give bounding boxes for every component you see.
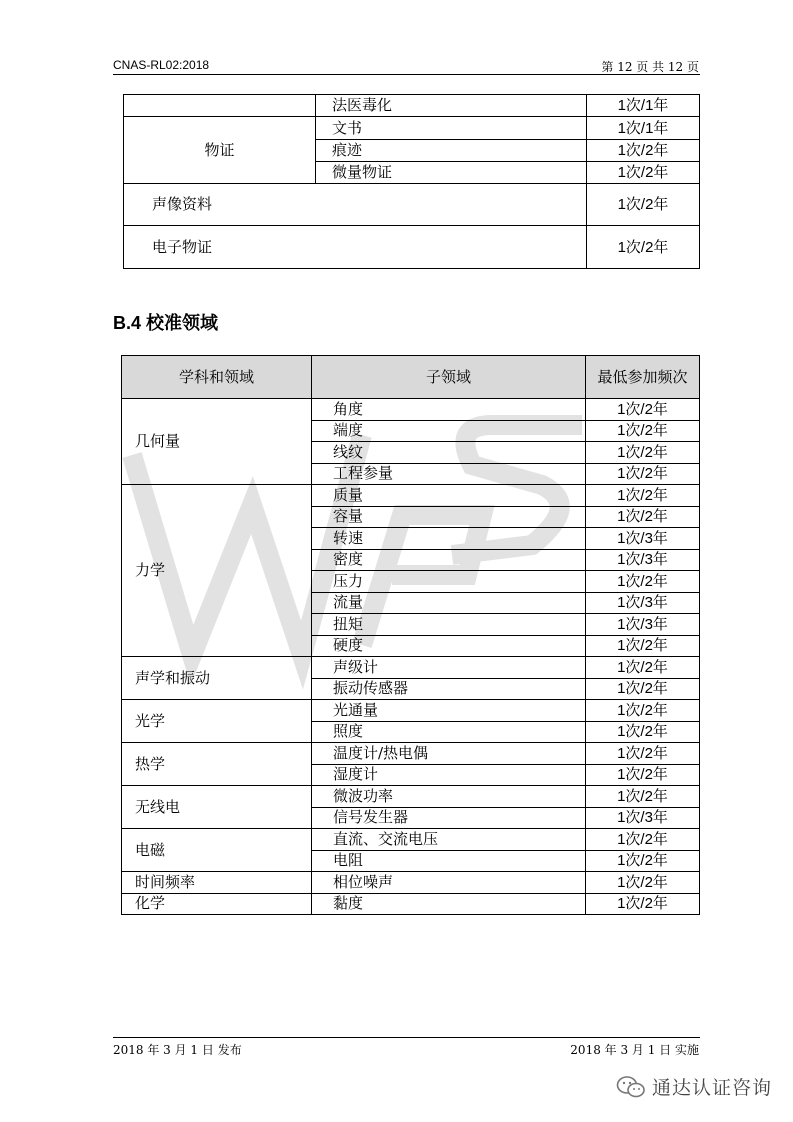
frequency-cell: 1次/2年	[586, 786, 700, 808]
subfield-cell: 黏度	[312, 893, 586, 915]
category-cell: 电子物证	[124, 226, 587, 269]
domain-cell: 热学	[122, 743, 312, 786]
column-header: 学科和领域	[122, 356, 312, 399]
table-cell-empty	[124, 95, 316, 117]
frequency-cell: 1次/1年	[587, 95, 700, 117]
header-divider	[113, 74, 700, 75]
subfield-cell: 端度	[312, 420, 586, 442]
frequency-cell: 1次/2年	[586, 571, 700, 593]
frequency-cell: 1次/2年	[586, 829, 700, 851]
frequency-cell: 1次/2年	[586, 893, 700, 915]
frequency-cell: 1次/3年	[586, 528, 700, 550]
subfield-cell: 流量	[312, 592, 586, 614]
subfield-cell: 容量	[312, 506, 586, 528]
frequency-cell: 1次/2年	[586, 463, 700, 485]
frequency-cell: 1次/3年	[586, 614, 700, 636]
subfield-cell: 线纹	[312, 442, 586, 464]
subfield-cell: 密度	[312, 549, 586, 571]
subfield-cell: 扭矩	[312, 614, 586, 636]
subfield-cell: 相位噪声	[312, 872, 586, 894]
subfield-cell: 声级计	[312, 657, 586, 679]
document-code: CNAS-RL02:2018	[113, 58, 210, 72]
frequency-cell: 1次/2年	[586, 635, 700, 657]
category-cell: 物证	[124, 117, 316, 184]
frequency-cell: 1次/3年	[586, 807, 700, 829]
subfield-cell: 微量物证	[316, 162, 587, 184]
subfield-cell: 工程参量	[312, 463, 586, 485]
frequency-cell: 1次/2年	[586, 872, 700, 894]
frequency-cell: 1次/2年	[587, 184, 700, 226]
subfield-cell: 痕迹	[316, 140, 587, 162]
frequency-cell: 1次/3年	[586, 549, 700, 571]
column-header: 子领域	[312, 356, 586, 399]
subfield-cell: 信号发生器	[312, 807, 586, 829]
frequency-cell: 1次/2年	[586, 399, 700, 421]
domain-cell: 声学和振动	[122, 657, 312, 700]
frequency-cell: 1次/2年	[586, 678, 700, 700]
wechat-icon	[616, 1075, 646, 1099]
domain-cell: 几何量	[122, 399, 312, 485]
frequency-cell: 1次/2年	[586, 485, 700, 507]
frequency-cell: 1次/2年	[587, 162, 700, 184]
frequency-cell: 1次/2年	[586, 743, 700, 765]
subfield-cell: 文书	[316, 117, 587, 140]
wechat-account-name: 通达认证咨询	[652, 1077, 773, 1099]
forensic-table	[123, 94, 700, 269]
domain-cell: 电磁	[122, 829, 312, 872]
column-header: 最低参加频次	[586, 356, 700, 399]
frequency-cell: 1次/2年	[587, 226, 700, 269]
subfield-cell: 直流、交流电压	[312, 829, 586, 851]
section-heading: B.4 校准领域	[113, 313, 219, 333]
page-number: 第 12 页 共 12 页	[601, 60, 699, 74]
subfield-cell: 照度	[312, 721, 586, 743]
frequency-cell: 1次/2年	[587, 140, 700, 162]
subfield-cell: 电阻	[312, 850, 586, 872]
domain-cell: 时间频率	[122, 872, 312, 894]
calibration-table	[121, 355, 700, 915]
subfield-cell: 转速	[312, 528, 586, 550]
domain-cell: 力学	[122, 485, 312, 657]
subfield-cell: 质量	[312, 485, 586, 507]
frequency-cell: 1次/2年	[586, 506, 700, 528]
domain-cell: 光学	[122, 700, 312, 743]
publish-date: 2018 年 3 月 1 日 发布	[113, 1043, 242, 1057]
frequency-cell: 1次/2年	[586, 442, 700, 464]
frequency-cell: 1次/2年	[586, 850, 700, 872]
frequency-cell: 1次/3年	[586, 592, 700, 614]
subfield-cell: 微波功率	[312, 786, 586, 808]
subfield-cell: 振动传感器	[312, 678, 586, 700]
subfield-cell: 光通量	[312, 700, 586, 722]
subfield-cell: 角度	[312, 399, 586, 421]
frequency-cell: 1次/2年	[586, 657, 700, 679]
frequency-cell: 1次/2年	[586, 420, 700, 442]
subfield-cell: 温度计/热电偶	[312, 743, 586, 765]
frequency-cell: 1次/2年	[586, 700, 700, 722]
domain-cell: 化学	[122, 893, 312, 915]
effective-date: 2018 年 3 月 1 日 实施	[570, 1043, 699, 1057]
frequency-cell: 1次/2年	[586, 764, 700, 786]
frequency-cell: 1次/2年	[586, 721, 700, 743]
frequency-cell: 1次/1年	[587, 117, 700, 140]
subfield-cell: 湿度计	[312, 764, 586, 786]
subfield-cell: 硬度	[312, 635, 586, 657]
subfield-cell: 压力	[312, 571, 586, 593]
subfield-cell: 法医毒化	[316, 95, 587, 117]
domain-cell: 无线电	[122, 786, 312, 829]
category-cell: 声像资料	[124, 184, 587, 226]
wechat-account-badge[interactable]	[616, 1073, 772, 1100]
footer-divider	[113, 1037, 700, 1038]
